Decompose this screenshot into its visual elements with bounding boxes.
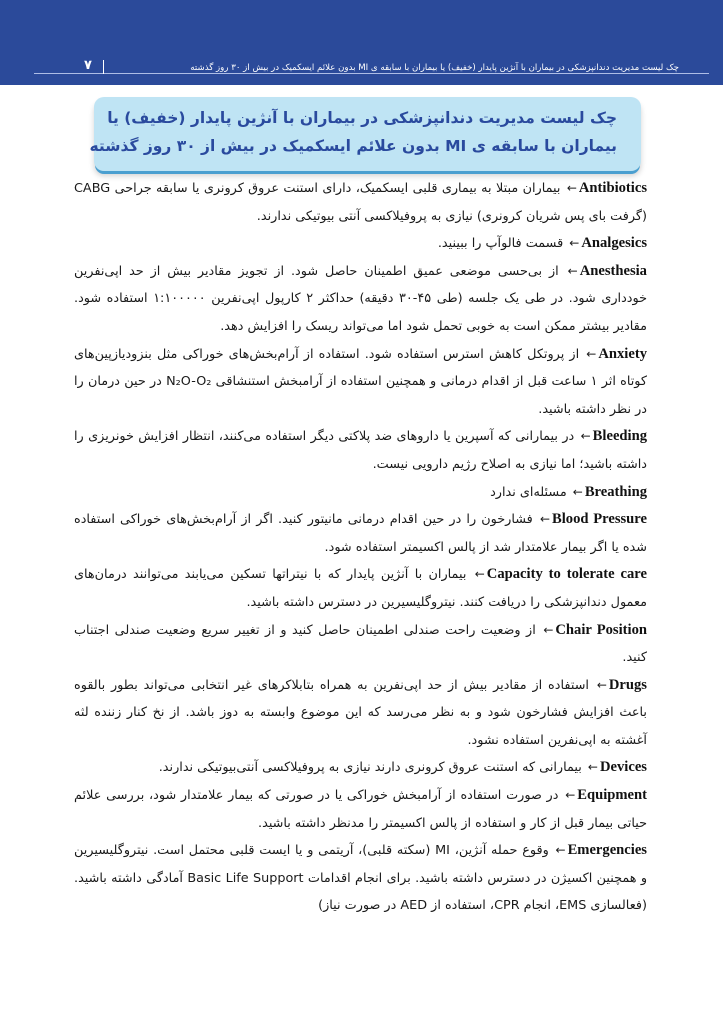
running-header: چک لیست مدیریت دندانپزشکی در بیماران با آنژین پایدار (خفیف) یا بیماران با سابقه ی MI بدون علائم ایسکمیک در بیش از ۳۰ روز گذشته [190, 63, 679, 73]
entry-text: از بی‌حسی موضعی عمیق اطمینان حاصل شود. از تجویز مقادیر بیش از حد اپی‌نفرین خودداری شود. در طی یک جلسه (طی ۴۵-۳۰ دقیقه) حداکثر ۲ کارپول اپی‌نفرین ۱:۱۰۰۰۰۰ استفاده شود. مقادیر بیشتر ممکن است به خوبی تحمل شود اما می‌تواند ریسک را افزایش دهد. [74, 263, 648, 334]
entry-text: فشارخون را در حین اقدام درمانی مانیتور کنید. اگر از آرام‌بخش‌های خوراکی استفاده شده یا اگر بیمار علامتدار شد از پالس اکسیمتر استفاده شود. [74, 512, 647, 555]
arrow-icon: ← [586, 346, 597, 361]
header-band [0, 0, 723, 85]
page-number-separator [103, 60, 104, 74]
arrow-icon: ← [572, 484, 583, 499]
checklist-entry [74, 258, 647, 341]
checklist-entry [74, 423, 647, 478]
checklist-body [74, 175, 647, 920]
entry-text: از وضعیت راحت صندلی اطمینان حاصل کنید و از تغییر سریع وضعیت صندلی اجتناب کنید. [74, 622, 647, 666]
arrow-icon: ← [580, 429, 591, 444]
checklist-entry [74, 341, 647, 424]
checklist-entry [74, 837, 647, 920]
entry-term: Bleeding [592, 428, 647, 445]
entry-text: در صورت استفاده از آرامبخش خوراکی یا در صورتی که بیمار علامتدار شود، بررسی علائم حیاتی بیمار قبل از کار و استفاده از پالس اکسیمتر را مدنظر داشته باشید. [74, 788, 647, 831]
checklist-entry [74, 230, 647, 258]
entry-term: Anxiety [598, 345, 647, 362]
arrow-icon: ← [569, 236, 580, 251]
page-number: ۷ [84, 58, 92, 73]
title-line-1: چک لیست مدیریت دندانپزشکی در بیماران با آنژین پایدار (خفیف) یا [107, 109, 617, 127]
entry-text: مسئله‌ای ندارد [490, 484, 567, 500]
entry-term: Blood Pressure [552, 511, 647, 528]
entry-term: Capacity to tolerate care [486, 566, 647, 583]
checklist-entry [74, 672, 647, 755]
checklist-entry [74, 782, 647, 837]
checklist-entry [74, 754, 647, 782]
checklist-entry [74, 506, 647, 561]
entry-text: بیماران مبتلا به بیماری قلبی ایسکمیک، دارای استنت عروق کرونری یا سابقه جراحی CABG (گرفت بای پس شریان کرونری) نیازی به پروفیلاکسی آنتی بیوتیکی ندارند. [74, 181, 647, 224]
entry-term: Antibiotics [578, 180, 647, 196]
entry-term: Emergencies [567, 842, 647, 859]
checklist-entry [74, 175, 647, 230]
entry-term: Analgesics [581, 235, 647, 252]
entry-term: Chair Position [555, 621, 647, 638]
entry-term: Drugs [608, 676, 647, 693]
arrow-icon: ← [555, 843, 566, 858]
title-line-2: بیماران با سابقه ی MI بدون علائم ایسکمیک در بیش از ۳۰ روز گذشته [89, 137, 617, 155]
arrow-icon: ← [539, 512, 550, 527]
arrow-icon: ← [566, 181, 577, 195]
header-rule [34, 73, 709, 74]
arrow-icon: ← [567, 263, 578, 278]
entry-text: بیماران با آنژین پایدار که با نیتراتها تسکین می‌یابند می‌توانند درمان‌های معمول دندانپزشکی را دریافت کنند. نیتروگلیسیرین در دسترس داشته باشید. [74, 567, 647, 610]
arrow-icon: ← [565, 788, 576, 803]
arrow-icon: ← [587, 760, 598, 775]
entry-text: بیمارانی که استنت عروق کرونری دارند نیازی به پروفیلاکسی آنتی‌بیوتیکی ندارند. [158, 760, 582, 776]
entry-text: در بیمارانی که آسپرین یا داروهای ضد پلاکتی دیگر استفاده می‌کنند، انتظار افزایش خونریزی را داشته باشید؛ اما نیازی به اصلاح رژیم دارویی نیست. [74, 429, 647, 472]
checklist-entry [74, 479, 647, 507]
checklist-entry [74, 617, 647, 672]
entry-term: Equipment [577, 787, 647, 804]
entry-term: Breathing [584, 483, 647, 500]
entry-text: وقوع حمله آنژین، MI (سکته قلبی)، آریتمی و یا ایست قلبی محتمل است. نیتروگلیسیرین و همچنین اکسیژن در دسترس داشته باشید. برای انجام اقدامات Basic Life Support آمادگی داشته باشید. (فعالسازی EMS، انجام CPR، استفاده از AED در صورت نیاز) [74, 843, 648, 914]
arrow-icon: ← [596, 677, 607, 692]
entry-text: استفاده از مقادیر بیش از حد اپی‌نفرین به همراه بتابلاکرهای غیر انتخابی می‌تواند بطور بالقوه باعث افزایش فشارخون شود و به نظر می‌رسد که این موضوع وابسته به دوز باشد. از نخ کنار زننده لثه آغشته به اپی‌نفرین استفاده نشود. [74, 677, 647, 748]
entry-term: Devices [599, 759, 647, 776]
entry-term: Anesthesia [579, 262, 647, 279]
arrow-icon: ← [543, 622, 554, 637]
entry-text: قسمت فالوآپ را ببینید. [437, 236, 564, 252]
title-box [89, 97, 641, 171]
arrow-icon: ← [474, 567, 485, 582]
checklist-entry [74, 561, 647, 616]
entry-text: از پروتکل کاهش استرس استفاده شود. استفاده از آرام‌بخش‌های خوراکی مثل بنزودیازپین‌های کوتاه اثر ۱ ساعت قبل از اقدام درمانی و همچنین استفاده از آرامبخش استنشاقی N₂O-O₂ در حین درمان را در نظر داشته باشید. [74, 346, 648, 417]
